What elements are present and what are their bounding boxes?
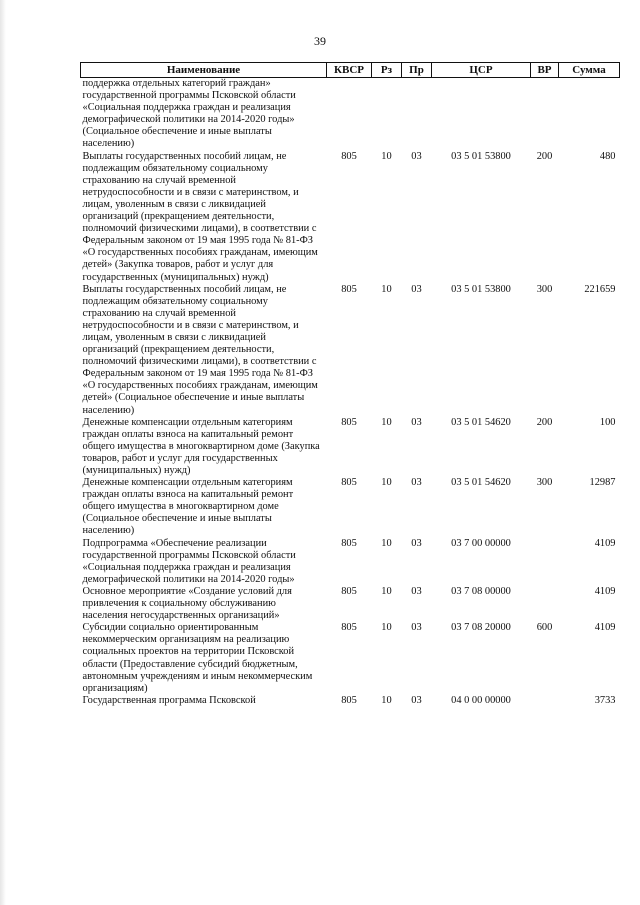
header-name: Наименование (81, 63, 327, 78)
row-vr (531, 586, 559, 622)
row-kvsr: 805 (341, 477, 357, 489)
row-pr: 03 (411, 622, 422, 634)
row-vr (531, 695, 559, 707)
table-row (81, 78, 620, 151)
row-name: поддержка отдельных категорий граждан» государственной программы Псковской области «Социальная поддержка граждан и реализация демографической политики на 2014-2020 годы» (Социальное обеспечение и иные выплаты населению) (82, 78, 296, 150)
row-csr: 03 7 08 00000 (451, 585, 511, 597)
row-rz: 10 (381, 283, 392, 295)
row-rz: 10 (381, 622, 392, 634)
row-rz: 10 (381, 694, 392, 706)
budget-table (80, 62, 620, 707)
row-rz: 10 (381, 416, 392, 428)
table-row (81, 417, 620, 477)
row-pr: 03 (411, 283, 422, 295)
row-sum: 4109 (594, 537, 616, 549)
row-name: Денежные компенсации отдельным категориям граждан оплаты взноса на капитальный ремонт общего имущества в многоквартирном доме (Закупка товаров, работ и услуг для государственных (муниципальных) нужд) (82, 416, 320, 476)
row-rz: 10 (381, 477, 392, 489)
row-sum: 221659 (584, 283, 616, 295)
row-csr: 03 5 01 53800 (451, 283, 511, 295)
row-sum: 4109 (594, 585, 616, 597)
table-row (81, 695, 620, 707)
row-sum: 100 (599, 416, 616, 428)
table-row (81, 622, 620, 695)
row-kvsr: 805 (341, 537, 357, 549)
row-kvsr: 805 (341, 622, 357, 634)
row-pr: 03 (411, 416, 422, 428)
row-sum: 480 (599, 150, 616, 162)
header-sum: Сумма (559, 63, 620, 78)
table-row (81, 151, 620, 284)
row-vr: 300 (536, 477, 553, 489)
table-row (81, 477, 620, 537)
row-kvsr: 805 (341, 283, 357, 295)
row-kvsr: 805 (341, 416, 357, 428)
row-csr: 03 7 00 00000 (451, 537, 511, 549)
row-name: Выплаты государственных пособий лицам, не подлежащим обязательному социальному страхованию на случай временной нетрудоспособности и в связи с материнством, и лицам, уволенным в связи с ликвидацией организаций (прекращением деятельности, полномочий физическими лицами), в соответствии с Федеральным законом от 19 мая 1995 года № 81-ФЗ «О государственных пособиях гражданам, имеющим детей» (Социальное обеспечение и иные выплаты населению) (82, 283, 318, 416)
table-row (81, 586, 620, 622)
row-vr: 200 (536, 150, 553, 162)
row-pr: 03 (411, 694, 422, 706)
row-sum: 3733 (594, 694, 616, 706)
row-rz: 10 (381, 537, 392, 549)
row-kvsr: 805 (341, 585, 357, 597)
row-kvsr: 805 (341, 150, 357, 162)
row-pr: 03 (411, 477, 422, 489)
row-sum: 12987 (589, 477, 616, 489)
row-sum (559, 78, 620, 151)
table-row (81, 538, 620, 586)
row-vr: 200 (536, 416, 553, 428)
row-pr: 03 (411, 537, 422, 549)
row-csr (432, 78, 531, 151)
header-csr: ЦСР (432, 63, 531, 78)
row-name: Субсидии социально ориентированным некоммерческим организациям на реализацию социальных проектов на территории Псковской области (Предоставление субсидий бюджетным, автономным учреждениям и иным некоммерческим организациям) (82, 622, 313, 694)
row-rz: 10 (381, 150, 392, 162)
row-csr: 04 0 00 00000 (451, 694, 511, 706)
row-name: Основное мероприятие «Создание условий для привлечения к социальному обслуживанию населения негосударственных организаций» (82, 585, 292, 622)
header-vr: ВР (531, 63, 559, 78)
header-kvsr: КВСР (327, 63, 372, 78)
row-csr: 03 5 01 53800 (451, 150, 511, 162)
row-csr: 03 5 01 54620 (451, 416, 511, 428)
row-rz (372, 78, 402, 151)
row-csr: 03 5 01 54620 (451, 477, 511, 489)
row-pr: 03 (411, 585, 422, 597)
row-sum: 4109 (594, 622, 616, 634)
row-pr (402, 78, 432, 151)
row-vr: 600 (536, 622, 553, 634)
table-header-row (81, 63, 620, 78)
row-name: Подпрограмма «Обеспечение реализации государственной программы Псковской области «Социальная поддержка граждан и реализация демографической политики на 2014-2020 годы» (82, 537, 296, 585)
scan-edge (0, 0, 6, 905)
row-name: Государственная программа Псковской (82, 694, 256, 706)
row-kvsr: 805 (341, 694, 357, 706)
row-pr: 03 (411, 150, 422, 162)
row-name: Выплаты государственных пособий лицам, не подлежащим обязательному социальному страхованию на случай временной нетрудоспособности и в связи с материнством, и лицам, уволенным в связи с ликвидацией организаций (прекращением деятельности, полномочий физическими лицами), в соответствии с Федеральным законом от 19 мая 1995 года № 81-ФЗ «О государственных пособиях гражданам, имеющим детей» (Закупка товаров, работ и услуг для государственных (муниципальных) нужд) (82, 150, 318, 283)
row-vr: 300 (536, 283, 553, 295)
row-name: Денежные компенсации отдельным категориям граждан оплаты взноса на капитальный ремонт общего имущества в многоквартирном доме (Социальное обеспечение и иные выплаты населению) (82, 477, 294, 537)
row-vr (531, 538, 559, 586)
row-kvsr (327, 78, 372, 151)
table-row (81, 284, 620, 417)
row-vr (531, 78, 559, 151)
header-pr: Пр (402, 63, 432, 78)
page-number: 39 (314, 34, 326, 48)
row-csr: 03 7 08 20000 (451, 622, 511, 634)
header-rz: Рз (372, 63, 402, 78)
row-rz: 10 (381, 585, 392, 597)
